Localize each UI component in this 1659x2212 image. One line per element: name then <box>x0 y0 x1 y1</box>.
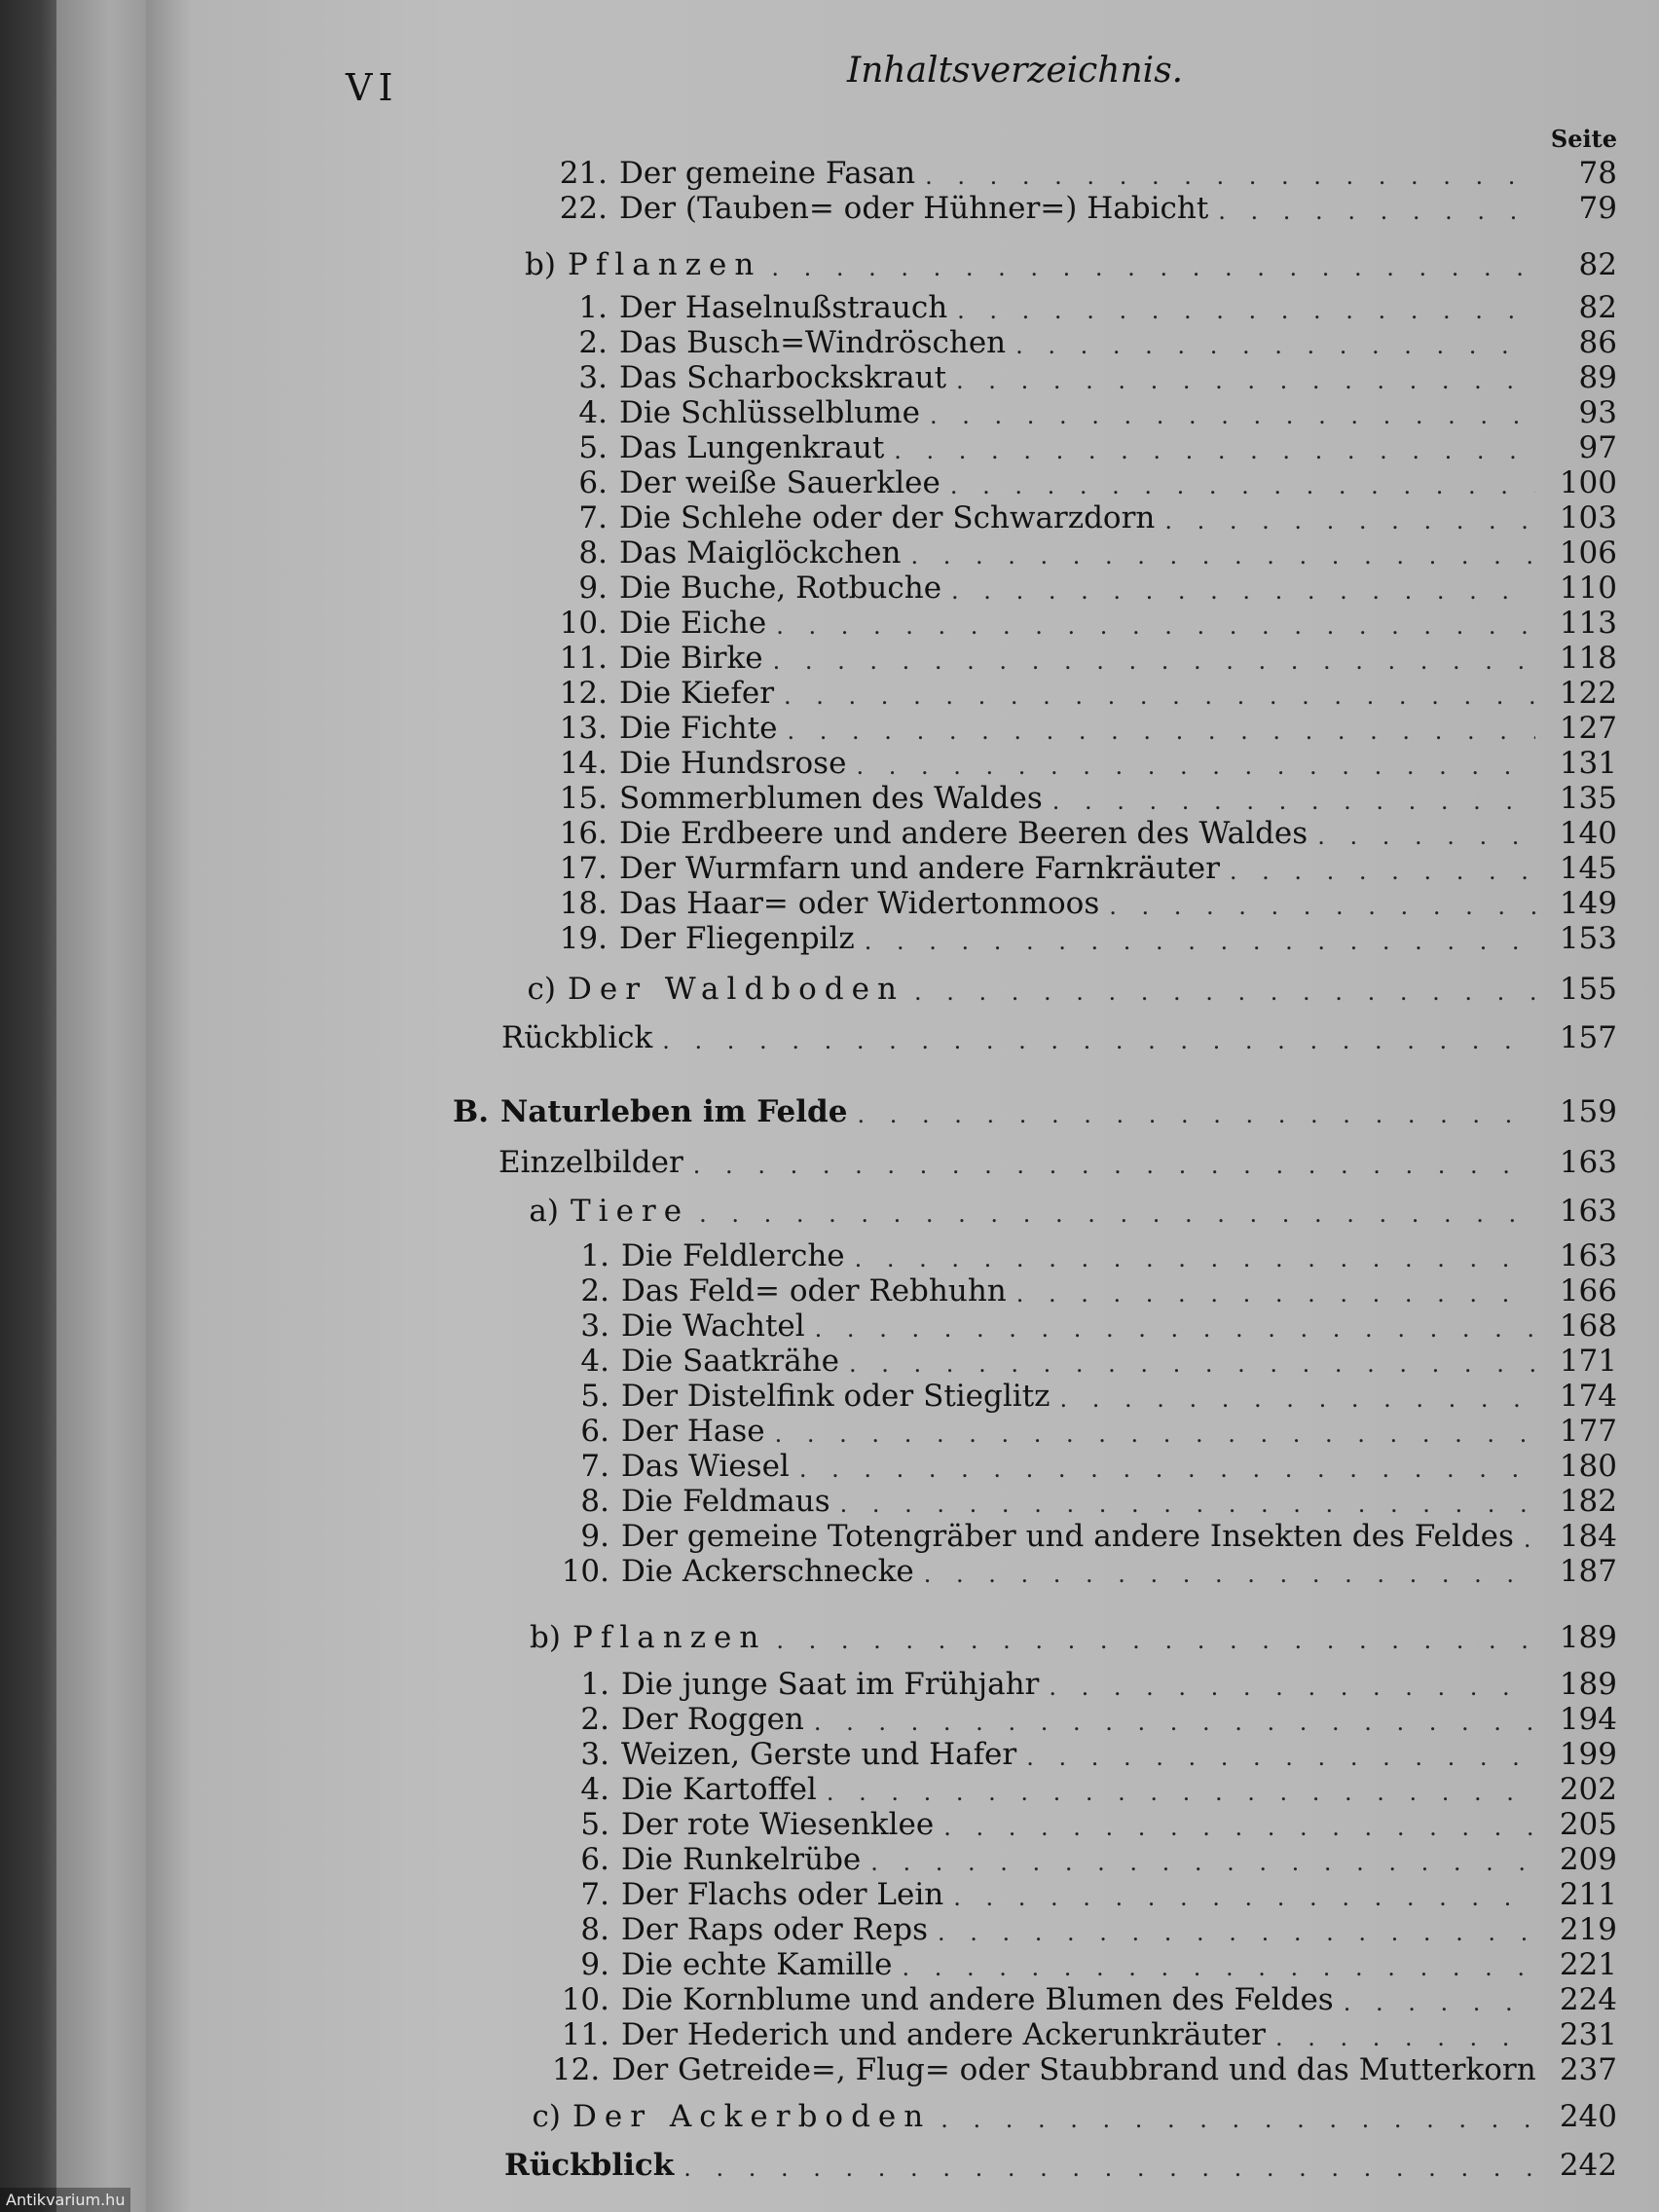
toc-entry <box>545 676 1617 711</box>
book-cover-edge <box>56 0 146 2212</box>
dot-leader <box>1026 1743 1535 1772</box>
dot-leader <box>924 1560 1535 1589</box>
entry-page: 159 <box>1559 1094 1617 1129</box>
entry-title: Der Wurmfarn und andere Farnkräuter <box>619 851 1220 886</box>
toc-section <box>509 247 1617 282</box>
entry-number: 7. <box>580 1449 609 1484</box>
dot-leader <box>773 646 1535 676</box>
dot-leader <box>1218 197 1535 226</box>
entry-page: 93 <box>1578 395 1617 430</box>
entry-title: Das Maiglöckchen <box>619 535 902 571</box>
toc-entry <box>547 1877 1617 1912</box>
entry-page: 149 <box>1559 886 1617 921</box>
entry-title: Der Raps oder Reps <box>621 1912 928 1947</box>
dot-leader <box>902 1953 1535 1982</box>
dot-leader <box>1317 822 1535 851</box>
entry-page: 199 <box>1559 1737 1617 1772</box>
dot-leader <box>1052 787 1535 816</box>
entry-number: 3. <box>580 1309 609 1344</box>
entry-number: 17. <box>559 851 608 886</box>
toc-entry <box>545 851 1617 886</box>
entry-title: Der gemeine Totengräber und andere Insekten des Feldes <box>621 1519 1514 1554</box>
entry-page: 166 <box>1559 1273 1617 1309</box>
dot-leader <box>951 576 1535 606</box>
toc-entry <box>545 606 1617 641</box>
toc-entry <box>545 360 1617 395</box>
entry-title: Das Wiesel <box>621 1449 790 1484</box>
entry-number: 9. <box>578 571 608 606</box>
dot-leader <box>865 927 1535 956</box>
entry-page: 89 <box>1578 360 1617 395</box>
toc-entry <box>547 1947 1617 1982</box>
entry-title: Die Runkelrübe <box>621 1842 862 1877</box>
dot-leader <box>827 1778 1535 1807</box>
toc-entry <box>545 641 1617 676</box>
entry-title: Die Feldmaus <box>621 1484 830 1519</box>
section-title: Tiere <box>571 1194 690 1229</box>
toc-entry <box>545 290 1617 325</box>
entry-number: 6. <box>578 465 608 500</box>
page-title: Inhaltsverzeichnis. <box>847 51 1184 91</box>
dot-leader <box>1060 1384 1536 1414</box>
entry-page: 171 <box>1559 1344 1617 1379</box>
dot-leader <box>1049 1673 1535 1702</box>
dot-leader <box>870 1848 1535 1877</box>
entry-page: 187 <box>1559 1554 1617 1589</box>
toc-entry <box>547 1414 1617 1449</box>
entry-title: Das Scharbockskraut <box>619 360 947 395</box>
dot-leader <box>1015 331 1535 360</box>
entry-page: 163 <box>1559 1145 1617 1180</box>
entry-number: 4. <box>580 1344 609 1379</box>
seite-column-label: Seite <box>1550 125 1617 153</box>
entry-title: Sommerblumen des Waldes <box>619 781 1043 816</box>
entry-page: 78 <box>1578 156 1617 191</box>
entry-title: Einzelbilder <box>498 1145 683 1180</box>
dot-leader <box>894 436 1535 465</box>
entry-page: 177 <box>1559 1414 1617 1449</box>
book-spine <box>0 0 56 2212</box>
toc-entry <box>545 430 1617 465</box>
toc-entry <box>547 1702 1617 1737</box>
entry-page: 168 <box>1559 1309 1617 1344</box>
entry-page: 103 <box>1559 500 1617 535</box>
entry-number: 11. <box>559 641 608 676</box>
dot-leader <box>815 1314 1535 1344</box>
entry-page: 205 <box>1559 1807 1617 1842</box>
dot-leader <box>1524 1525 1535 1554</box>
entry-number: 12. <box>551 2052 601 2087</box>
section-label: c) <box>532 2099 561 2134</box>
entry-number: 22. <box>559 191 608 226</box>
entry-number: 3. <box>580 1737 609 1772</box>
dot-leader <box>953 1883 1535 1912</box>
entry-number: 8. <box>580 1912 609 1947</box>
entry-page: 194 <box>1559 1702 1617 1737</box>
book-page <box>146 0 1659 2212</box>
entry-title: Der Roggen <box>621 1702 804 1737</box>
entry-title: Das Feld= oder Rebhuhn <box>621 1273 1007 1309</box>
entry-number: 1. <box>580 1238 609 1273</box>
entry-page: 221 <box>1559 1947 1617 1982</box>
dot-leader <box>1164 506 1535 535</box>
entry-page: 110 <box>1559 571 1617 606</box>
toc-entry <box>547 2017 1617 2052</box>
entry-title: Die Erdbeere und andere Beeren des Waldes <box>619 816 1309 851</box>
entry-number: 6. <box>580 1842 609 1877</box>
toc-entry <box>547 1449 1617 1484</box>
dot-leader <box>693 1151 1535 1180</box>
entry-number: 5. <box>578 430 608 465</box>
entry-page: 242 <box>1559 2148 1617 2183</box>
dot-leader <box>849 1349 1535 1379</box>
toc-entry <box>545 156 1617 191</box>
dot-leader <box>940 2105 1535 2134</box>
toc-entry <box>545 465 1617 500</box>
dot-leader <box>662 1026 1535 1055</box>
entry-page: 224 <box>1559 1982 1617 2017</box>
toc-entry <box>545 746 1617 781</box>
dot-leader <box>1109 892 1535 921</box>
entry-page: 106 <box>1559 535 1617 571</box>
dot-leader <box>799 1455 1535 1484</box>
entry-title: Weizen, Gerste und Hafer <box>621 1737 1017 1772</box>
entry-page: 182 <box>1559 1484 1617 1519</box>
entry-page: 163 <box>1559 1238 1617 1273</box>
entry-number: 9. <box>580 1519 609 1554</box>
entry-page: 211 <box>1559 1877 1617 1912</box>
entry-title: Die Ackerschnecke <box>621 1554 914 1589</box>
dot-leader <box>914 977 1535 1007</box>
entry-page: 219 <box>1559 1912 1617 1947</box>
toc-entry <box>545 395 1617 430</box>
dot-leader <box>950 471 1535 500</box>
entry-number: 10. <box>559 606 608 641</box>
entry-number: 19. <box>559 921 608 956</box>
entry-title: Der Hederich und andere Ackerunkräuter <box>621 2017 1266 2052</box>
dot-leader <box>855 1244 1535 1273</box>
entry-title: Das Haar= oder Widertonmoos <box>619 886 1100 921</box>
entry-title: Der Haselnußstrauch <box>619 290 948 325</box>
toc-entry <box>545 535 1617 571</box>
toc-entry <box>545 886 1617 921</box>
entry-title: Die Kiefer <box>619 676 775 711</box>
entry-number: 12. <box>559 676 608 711</box>
entry-number: 5. <box>580 1807 609 1842</box>
entry-number: 2. <box>580 1273 609 1309</box>
entry-page: 209 <box>1559 1842 1617 1877</box>
toc-part <box>450 1094 1617 1129</box>
dot-leader <box>699 1199 1535 1229</box>
entry-number: 5. <box>580 1379 609 1414</box>
entry-number: 9. <box>580 1947 609 1982</box>
dot-leader <box>925 162 1535 191</box>
section-label: c) <box>527 972 556 1007</box>
entry-title: Die Birke <box>619 641 763 676</box>
toc-section <box>514 1620 1617 1655</box>
entry-page: 157 <box>1559 1020 1617 1055</box>
dot-leader <box>956 366 1535 395</box>
entry-number: 10. <box>561 1554 609 1589</box>
entry-page: 79 <box>1578 191 1617 226</box>
toc-summary <box>504 2148 1617 2183</box>
entry-page: 180 <box>1559 1449 1617 1484</box>
entry-title: Die Eiche <box>619 606 767 641</box>
entry-number: 7. <box>580 1877 609 1912</box>
toc-summary <box>501 1020 1617 1055</box>
entry-title: Die Feldlerche <box>621 1238 845 1273</box>
entry-title: Die Kornblume und andere Blumen des Feldes <box>621 1982 1334 2017</box>
entry-title: Die Fichte <box>619 711 778 746</box>
toc-entry <box>547 1772 1617 1807</box>
entry-title: Der Fliegenpilz <box>619 921 855 956</box>
toc-entry <box>547 1982 1617 2017</box>
toc-entry <box>547 1737 1617 1772</box>
toc-entry <box>547 1519 1617 1554</box>
dot-leader <box>784 682 1535 711</box>
dot-leader <box>957 296 1535 325</box>
toc-entry <box>547 1484 1617 1519</box>
section-title: Der Ackerboden <box>572 2099 932 2134</box>
entry-number: 1. <box>578 290 608 325</box>
entry-page: 118 <box>1559 641 1617 676</box>
entry-title: Rückblick <box>504 2148 675 2183</box>
entry-title: Die Schlehe oder der Schwarzdorn <box>619 500 1156 535</box>
entry-page: 140 <box>1559 816 1617 851</box>
toc-entry <box>547 1842 1617 1877</box>
entry-number: 10. <box>561 1982 609 2017</box>
toc-entry <box>547 1238 1617 1273</box>
part-label: B. <box>453 1094 489 1129</box>
entry-page: 189 <box>1559 1667 1617 1702</box>
watermark: Antikvarium.hu <box>0 2188 130 2212</box>
entry-number: 2. <box>580 1702 609 1737</box>
entry-title: Der gemeine Fasan <box>619 156 916 191</box>
toc-entry <box>545 711 1617 746</box>
toc-entry <box>547 1273 1617 1309</box>
entry-page: 153 <box>1559 921 1617 956</box>
entry-number: 16. <box>559 816 608 851</box>
toc-entry <box>545 191 1617 226</box>
entry-page: 174 <box>1559 1379 1617 1414</box>
entry-title: Die junge Saat im Frühjahr <box>621 1667 1040 1702</box>
dot-leader <box>1344 1988 1535 2017</box>
entry-page: 131 <box>1559 746 1617 781</box>
entry-number: 14. <box>559 746 608 781</box>
entry-page: 127 <box>1559 711 1617 746</box>
entry-page: 86 <box>1578 325 1617 360</box>
entry-page: 240 <box>1559 2099 1617 2134</box>
entry-title: Die Kartoffel <box>621 1772 817 1807</box>
entry-number: 4. <box>578 395 608 430</box>
dot-leader <box>943 1813 1535 1842</box>
entry-title: Der weiße Sauerklee <box>619 465 940 500</box>
entry-number: 3. <box>578 360 608 395</box>
dot-leader <box>1275 2023 1535 2052</box>
entry-page: 135 <box>1559 781 1617 816</box>
entry-number: 13. <box>559 711 608 746</box>
entry-title: Der Getreide=, Flug= oder Staubbrand und das Mutterkorn <box>611 2052 1536 2087</box>
entry-title: Die echte Kamille <box>621 1947 893 1982</box>
entry-number: 21. <box>559 156 608 191</box>
dot-leader <box>776 1626 1535 1655</box>
entry-number: 8. <box>580 1484 609 1519</box>
toc-entry <box>545 921 1617 956</box>
toc-entry <box>545 571 1617 606</box>
page-number-roman: VI <box>346 66 399 109</box>
entry-page: 202 <box>1559 1772 1617 1807</box>
entry-page: 97 <box>1578 430 1617 465</box>
entry-page: 184 <box>1559 1519 1617 1554</box>
entry-number: 8. <box>578 535 608 571</box>
toc-entry <box>545 816 1617 851</box>
entry-title: Das Lungenkraut <box>619 430 885 465</box>
entry-number: 6. <box>580 1414 609 1449</box>
section-label: b) <box>530 1620 561 1655</box>
dot-leader <box>814 1708 1535 1737</box>
entry-page: 122 <box>1559 676 1617 711</box>
toc-section <box>514 2099 1617 2134</box>
dot-leader <box>771 253 1535 282</box>
entry-title: Die Hundsrose <box>619 746 847 781</box>
entry-page: 155 <box>1559 972 1617 1007</box>
entry-number: 4. <box>580 1772 609 1807</box>
dot-leader <box>857 1100 1535 1129</box>
section-title: Pflanzen <box>568 247 762 282</box>
entry-title: Die Buche, Rotbuche <box>619 571 942 606</box>
entry-page: 237 <box>1559 2052 1617 2087</box>
toc-entry <box>547 1554 1617 1589</box>
toc-entry <box>547 1344 1617 1379</box>
toc-section <box>512 1194 1617 1229</box>
dot-leader <box>856 752 1535 781</box>
section-label: a) <box>529 1194 559 1229</box>
entry-page: 113 <box>1559 606 1617 641</box>
entry-title: Der (Tauben= oder Hühner=) Habicht <box>619 191 1209 226</box>
toc-entry <box>547 1667 1617 1702</box>
toc-entry <box>547 1912 1617 1947</box>
dot-leader <box>840 1490 1535 1519</box>
toc-subpart <box>498 1145 1617 1180</box>
entry-title: Die Wachtel <box>621 1309 805 1344</box>
entry-number: 7. <box>578 500 608 535</box>
entry-title: Der Hase <box>621 1414 765 1449</box>
entry-number: 15. <box>559 781 608 816</box>
entry-page: 163 <box>1559 1194 1617 1229</box>
dot-leader <box>1016 1279 1535 1309</box>
toc-entry <box>547 1309 1617 1344</box>
toc-entry <box>545 325 1617 360</box>
dot-leader <box>910 541 1535 571</box>
entry-page: 145 <box>1559 851 1617 886</box>
entry-page: 82 <box>1578 290 1617 325</box>
entry-page: 82 <box>1578 247 1617 282</box>
toc-entry <box>547 2052 1617 2087</box>
entry-title: Das Busch=Windröschen <box>619 325 1007 360</box>
dot-leader <box>683 2154 1535 2183</box>
toc-entry <box>547 1379 1617 1414</box>
entry-title: Die Saatkrähe <box>621 1344 840 1379</box>
dot-leader <box>938 1918 1535 1947</box>
entry-page: 189 <box>1559 1620 1617 1655</box>
entry-title: Der rote Wiesenklee <box>621 1807 935 1842</box>
dot-leader <box>775 1419 1535 1449</box>
toc-section <box>509 972 1617 1007</box>
entry-number: 18. <box>559 886 608 921</box>
section-label: b) <box>525 247 556 282</box>
section-title: Pflanzen <box>572 1620 767 1655</box>
entry-title: Rückblick <box>501 1020 653 1055</box>
entry-title: Die Schlüsselblume <box>619 395 920 430</box>
part-title: Naturleben im Felde <box>500 1094 848 1129</box>
entry-number: 2. <box>578 325 608 360</box>
entry-title: Der Distelfink oder Stieglitz <box>621 1379 1051 1414</box>
toc-entry <box>545 781 1617 816</box>
dot-leader <box>776 611 1535 641</box>
dot-leader <box>788 717 1535 746</box>
entry-number: 11. <box>561 2017 609 2052</box>
entry-title: Der Flachs oder Lein <box>621 1877 944 1912</box>
toc-entry <box>547 1807 1617 1842</box>
entry-number: 1. <box>580 1667 609 1702</box>
entry-page: 100 <box>1559 465 1617 500</box>
toc-entry <box>545 500 1617 535</box>
dot-leader <box>930 401 1535 430</box>
entry-page: 231 <box>1559 2017 1617 2052</box>
section-title: Der Waldboden <box>568 972 904 1007</box>
dot-leader <box>1230 857 1535 886</box>
